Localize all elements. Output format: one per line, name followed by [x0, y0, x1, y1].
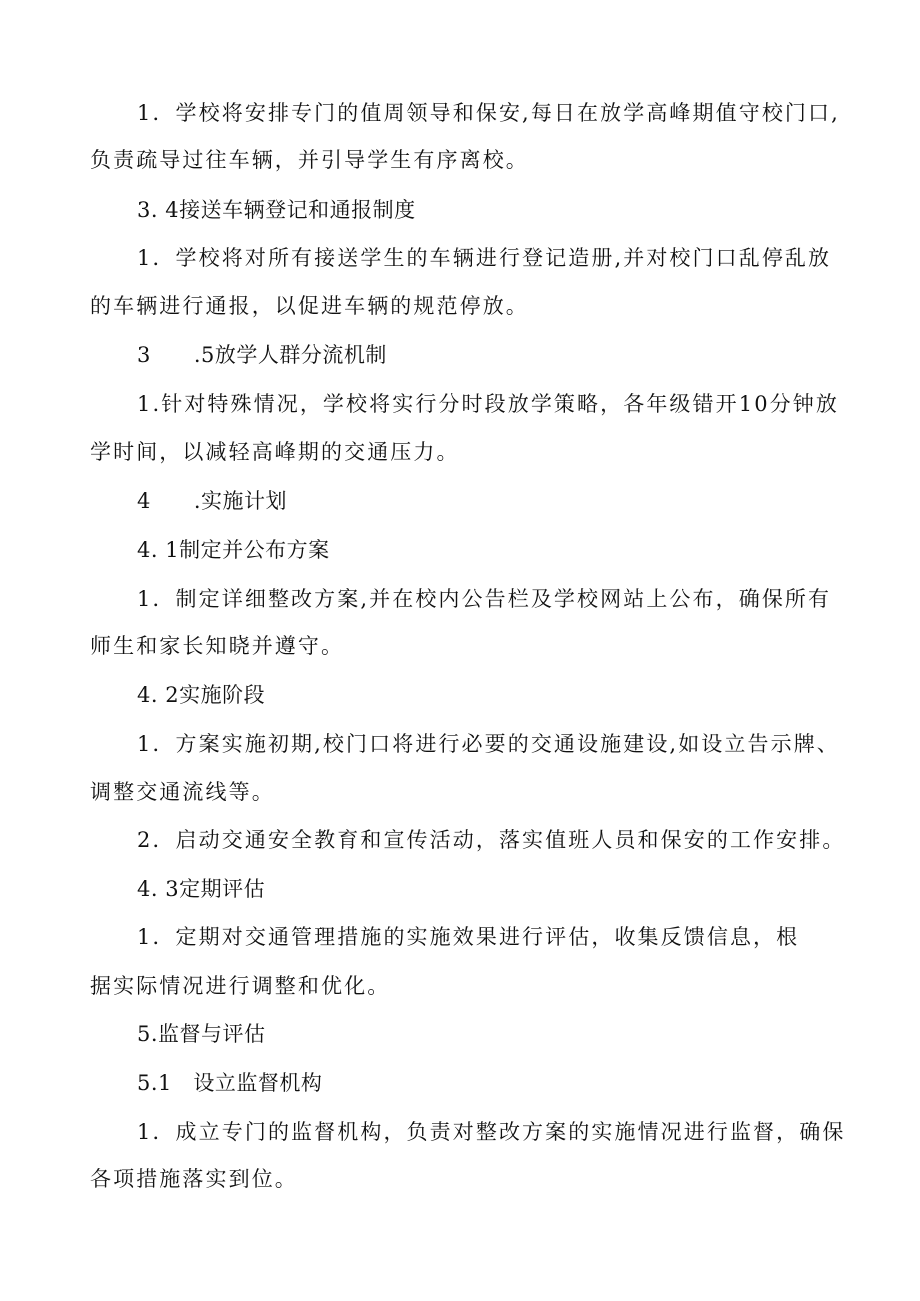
paragraph-line: 1.针对特殊情况，学校将实行分时段放学策略，各年级错开10分钟放 — [137, 392, 839, 416]
section-heading: 4. 3定期评估 — [137, 877, 266, 901]
section-heading: 3 .5放学人群分流机制 — [137, 343, 387, 367]
paragraph-line: 学时间，以减轻高峰期的交通压力。 — [90, 440, 460, 464]
paragraph-line: 据实际情况进行调整和优化。 — [90, 974, 391, 998]
section-heading: 4 .实施计划 — [137, 489, 288, 513]
paragraph-line: 1．学校将对所有接送学生的车辆进行登记造册,并对校门口乱停乱放 — [137, 246, 832, 270]
paragraph-line: 1．定期对交通管理措施的实施效果进行评估，收集反馈信息，根 — [137, 925, 800, 949]
paragraph-line: 1．成立专门的监督机构，负责对整改方案的实施情况进行监督，确保 — [137, 1120, 846, 1144]
section-heading: 5.1 设立监督机构 — [137, 1071, 323, 1095]
section-heading: 3. 4接送车辆登记和通报制度 — [137, 198, 416, 222]
paragraph-line: 负责疏导过往车辆，并引导学生有序离校。 — [90, 148, 529, 172]
paragraph-line: 师生和家长知晓并遵守。 — [90, 634, 345, 658]
paragraph-line: 1．制定详细整改方案,并在校内公告栏及学校网站上公布，确保所有 — [137, 587, 832, 611]
section-heading: 4. 1制定并公布方案 — [137, 538, 330, 562]
paragraph-line: 的车辆进行通报，以促进车辆的规范停放。 — [90, 294, 529, 318]
paragraph-line: 1．方案实施初期,校门口将进行必要的交通设施建设,如设立告示牌、 — [137, 732, 840, 756]
paragraph-line: 1．学校将安排专门的值周领导和保安,每日在放学高峰期值守校门口, — [137, 101, 840, 125]
section-heading: 5.监督与评估 — [137, 1022, 266, 1046]
section-heading: 4. 2实施阶段 — [137, 683, 266, 707]
paragraph-line: 2．启动交通安全教育和宣传活动，落实值班人员和保安的工作安排。 — [137, 828, 846, 852]
paragraph-line: 调整交通流线等。 — [90, 780, 275, 804]
paragraph-line: 各项措施落实到位。 — [90, 1167, 298, 1191]
